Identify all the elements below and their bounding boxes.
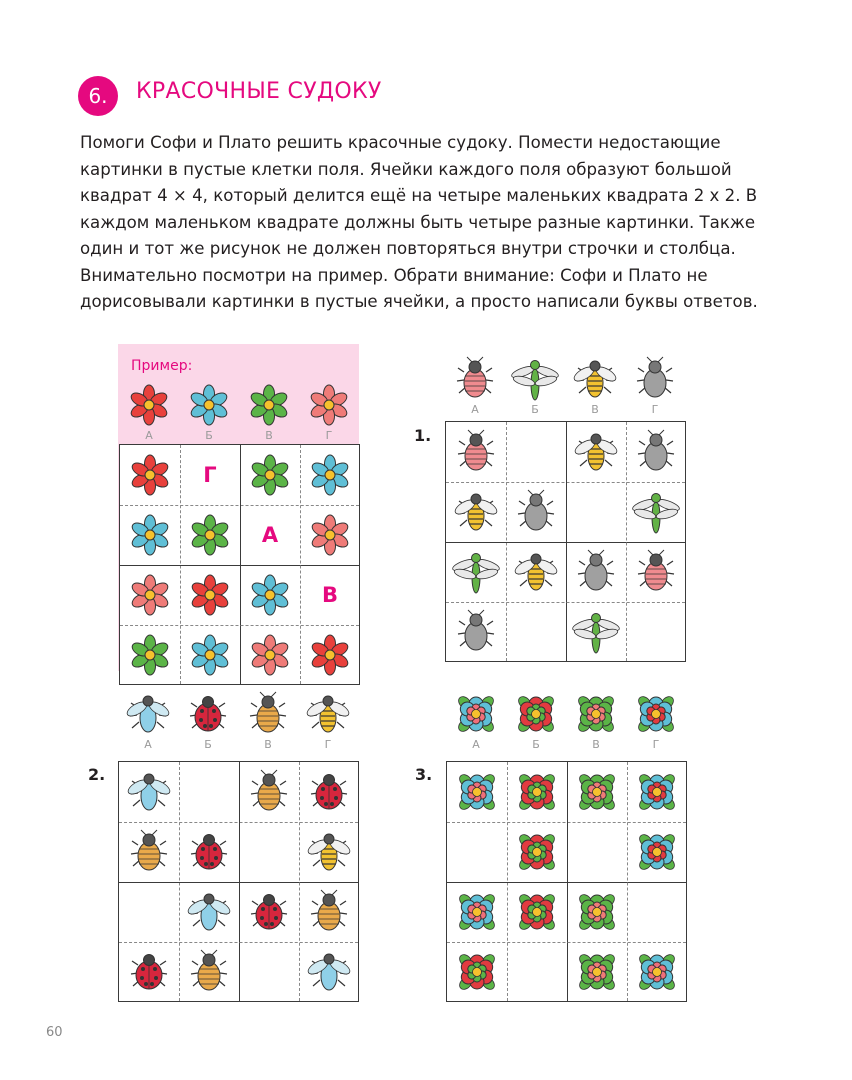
pink-flower-icon xyxy=(304,380,354,430)
grid-cell xyxy=(507,882,567,942)
blue-flower-icon xyxy=(185,630,235,680)
red-flower-icon xyxy=(185,570,235,620)
grid-cell xyxy=(239,762,299,822)
red-green-flower-icon xyxy=(511,689,561,739)
yellow-bee-icon xyxy=(303,689,353,739)
blue-red-flower-icon xyxy=(631,689,681,739)
column-letter: Г xyxy=(651,403,659,416)
grid-cell xyxy=(447,942,507,1002)
ladybug-icon xyxy=(244,887,294,937)
ladybug-icon xyxy=(184,827,234,877)
grid-cell xyxy=(300,505,360,565)
grid-cell xyxy=(446,542,506,602)
green-flower-icon xyxy=(125,630,175,680)
grid-cell[interactable] xyxy=(239,942,299,1002)
green-dragonfly-icon xyxy=(571,607,621,657)
puzzle-number: 2. xyxy=(88,765,106,784)
grey-bug-icon xyxy=(511,487,561,537)
ladybug-icon xyxy=(304,767,354,817)
green-pink-flower-icon xyxy=(572,947,622,997)
red-flower-icon xyxy=(305,630,355,680)
green-flower-icon xyxy=(185,510,235,560)
red-green-flower-icon xyxy=(452,947,502,997)
grid-cell xyxy=(240,445,300,505)
green-pink-flower-icon xyxy=(572,767,622,817)
yellow-bee-icon xyxy=(571,427,621,477)
blue-fly-icon xyxy=(124,767,174,817)
grid-cell[interactable] xyxy=(506,602,566,662)
green-dragonfly-icon xyxy=(451,547,501,597)
grid-cell xyxy=(240,505,300,565)
blue-red-flower-icon xyxy=(632,827,682,877)
page-title: КРАСОЧНЫЕ СУДОКУ xyxy=(136,79,382,104)
grid-cell xyxy=(120,505,180,565)
pink-flower-icon xyxy=(125,570,175,620)
grey-bug-icon xyxy=(451,607,501,657)
grid-cell xyxy=(506,542,566,602)
column-letter: В xyxy=(592,738,600,751)
sudoku-grid xyxy=(118,761,359,1002)
red-flower-icon xyxy=(125,450,175,500)
grid-cell xyxy=(299,882,359,942)
grid-cell xyxy=(180,445,240,505)
grid-cell xyxy=(506,482,566,542)
blue-flower-icon xyxy=(184,380,234,430)
blue-fly-icon xyxy=(123,689,173,739)
grid-cell xyxy=(567,942,627,1002)
puzzle-number: 1. xyxy=(414,426,432,445)
ladybug-icon xyxy=(183,689,233,739)
red-green-flower-icon xyxy=(512,827,562,877)
orange-beetle-icon xyxy=(124,827,174,877)
column-letter: Г xyxy=(652,738,660,751)
answer-letter: В xyxy=(321,583,338,607)
exercise-number: 6. xyxy=(88,84,108,108)
grid-cell xyxy=(299,822,359,882)
grid-cell xyxy=(446,602,506,662)
instructions xyxy=(80,130,790,316)
grid-cell xyxy=(179,882,239,942)
grid-cell xyxy=(446,482,506,542)
instructions-paragraph-2: Внимательно посмотри на пример. Обрати внимание: Софи и Плато не дорисовывали картинки в пустые ячейки, а просто написали буквы ответов. xyxy=(80,265,758,311)
grid-cell xyxy=(120,565,180,625)
sudoku-grid xyxy=(445,421,686,662)
grid-cell xyxy=(180,625,240,685)
grid-cell xyxy=(567,762,627,822)
blue-centre-flower-icon xyxy=(451,689,501,739)
grey-bug-icon xyxy=(631,427,681,477)
blue-flower-icon xyxy=(305,450,355,500)
grid-cell xyxy=(627,762,687,822)
blue-flower-icon xyxy=(125,510,175,560)
answer-letter: А xyxy=(261,523,279,547)
column-letter: Б xyxy=(204,738,212,751)
grid-cell[interactable] xyxy=(626,602,686,662)
grid-cell xyxy=(299,762,359,822)
pink-flower-icon xyxy=(305,510,355,560)
column-letter: Г xyxy=(325,429,333,442)
grid-cell xyxy=(566,422,626,482)
grid-cell[interactable] xyxy=(119,882,179,942)
red-flower-icon xyxy=(124,380,174,430)
pink-beetle-icon xyxy=(450,354,500,404)
grid-cell xyxy=(627,942,687,1002)
grid-cell xyxy=(120,445,180,505)
orange-beetle-icon xyxy=(244,767,294,817)
yellow-bee-icon xyxy=(304,827,354,877)
orange-beetle-icon xyxy=(243,689,293,739)
red-green-flower-icon xyxy=(512,767,562,817)
grid-cell[interactable] xyxy=(507,942,567,1002)
pink-beetle-icon xyxy=(631,547,681,597)
grid-cell xyxy=(180,565,240,625)
blue-fly-icon xyxy=(304,947,354,997)
grid-cell xyxy=(627,822,687,882)
answer-letter: Г xyxy=(203,463,217,487)
blue-fly-icon xyxy=(184,887,234,937)
column-letter: А xyxy=(472,738,480,751)
green-dragonfly-icon xyxy=(510,354,560,404)
blue-centre-flower-icon xyxy=(452,767,502,817)
grey-bug-icon xyxy=(630,354,680,404)
grid-cell xyxy=(507,762,567,822)
ladybug-icon xyxy=(124,947,174,997)
green-flower-icon xyxy=(245,450,295,500)
grid-cell xyxy=(239,882,299,942)
grid-cell xyxy=(626,422,686,482)
grid-cell[interactable] xyxy=(506,422,566,482)
column-letter: Б xyxy=(532,738,540,751)
column-letter: А xyxy=(145,429,153,442)
grid-cell xyxy=(179,822,239,882)
grid-cell xyxy=(300,445,360,505)
example-label: Пример: xyxy=(131,358,193,374)
page-number: 60 xyxy=(46,1025,63,1040)
grid-cell xyxy=(119,822,179,882)
grid-cell xyxy=(120,625,180,685)
sudoku-grid xyxy=(446,761,687,1002)
column-letter: А xyxy=(144,738,152,751)
grid-cell xyxy=(179,942,239,1002)
green-dragonfly-icon xyxy=(631,487,681,537)
instructions-paragraph-1: Помоги Софи и Плато решить красочные судоку. Помести недостающие картинки в пустые клетки поля. Ячейки каждого поля образуют большой квадрат 4 × 4, который делится ещё на четыре маленьких квадрата 2 х 2. В каждом маленьком квадрате должны быть четыре разные картинки. Также один и тот же рисунок не должен повторяться внутри строчки и столбца. xyxy=(80,133,758,258)
grid-cell xyxy=(566,602,626,662)
grid-cell xyxy=(119,762,179,822)
grid-cell xyxy=(566,542,626,602)
column-letter: В xyxy=(264,738,272,751)
grid-cell[interactable] xyxy=(627,882,687,942)
pink-flower-icon xyxy=(245,630,295,680)
yellow-bee-icon xyxy=(570,354,620,404)
blue-red-flower-icon xyxy=(632,767,682,817)
green-pink-flower-icon xyxy=(572,887,622,937)
grid-cell[interactable] xyxy=(566,482,626,542)
column-letter: Б xyxy=(205,429,213,442)
grid-cell xyxy=(447,762,507,822)
yellow-bee-icon xyxy=(511,547,561,597)
grid-cell xyxy=(446,422,506,482)
grid-cell xyxy=(240,625,300,685)
grid-cell[interactable] xyxy=(239,822,299,882)
column-letter: А xyxy=(471,403,479,416)
pink-beetle-icon xyxy=(451,427,501,477)
grid-cell[interactable] xyxy=(447,822,507,882)
blue-centre-flower-icon xyxy=(452,887,502,937)
blue-centre-flower-icon xyxy=(632,947,682,997)
grid-cell xyxy=(447,882,507,942)
grid-cell xyxy=(626,542,686,602)
yellow-bee-icon xyxy=(451,487,501,537)
grid-cell xyxy=(240,565,300,625)
grid-cell xyxy=(299,942,359,1002)
column-letter: Г xyxy=(324,738,332,751)
column-letter: В xyxy=(265,429,273,442)
grid-cell xyxy=(300,565,360,625)
red-green-flower-icon xyxy=(512,887,562,937)
green-pink-flower-icon xyxy=(571,689,621,739)
column-letter: В xyxy=(591,403,599,416)
puzzle-number: 3. xyxy=(415,765,433,784)
blue-flower-icon xyxy=(245,570,295,620)
exercise-number-badge xyxy=(78,76,118,116)
grid-cell[interactable] xyxy=(179,762,239,822)
grid-cell[interactable] xyxy=(567,822,627,882)
orange-beetle-icon xyxy=(304,887,354,937)
grid-cell xyxy=(119,942,179,1002)
orange-beetle-icon xyxy=(184,947,234,997)
grid-cell xyxy=(180,505,240,565)
grid-cell xyxy=(507,822,567,882)
example-grid xyxy=(119,444,360,685)
green-flower-icon xyxy=(244,380,294,430)
grid-cell xyxy=(626,482,686,542)
grey-bug-icon xyxy=(571,547,621,597)
grid-cell xyxy=(567,882,627,942)
column-letter: Б xyxy=(531,403,539,416)
grid-cell xyxy=(300,625,360,685)
